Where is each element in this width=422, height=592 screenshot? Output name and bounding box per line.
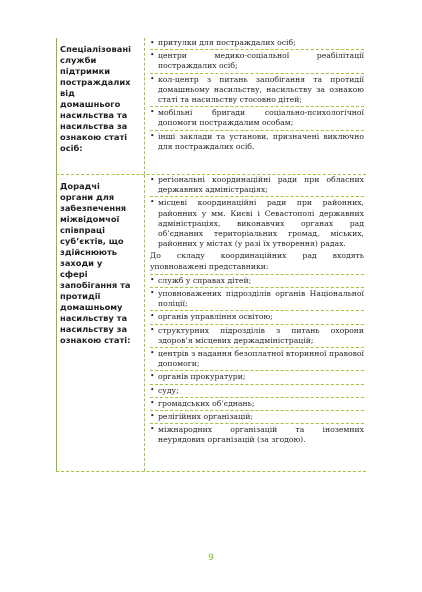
list-item: • центри медико-соціальної реабілітації постраждалих осіб;: [150, 49, 364, 71]
sub-bullet-list: [150, 274, 364, 446]
list-item: • міжнародних організацій та іноземних неурядових організацій (за згодою).: [150, 423, 364, 445]
list-item: • служб у справах дітей;: [150, 274, 364, 286]
bullet-list: [150, 175, 364, 249]
list-item: • інші заклади та установи, призначені виключно для постраждалих осіб.: [150, 130, 364, 152]
row-content: [150, 38, 364, 152]
list-item: • регіональні координаційні ради при обласних державних адміністраціях;: [150, 175, 364, 195]
list-item: • структурних підрозділів з питань охорони здоров’я місцевих держадміністрацій;: [150, 324, 364, 346]
row-content: [150, 175, 364, 446]
list-item: • мобільні бригади соціально-психологічної допомоги постраждалим особам;: [150, 106, 364, 128]
bullet-list: [150, 38, 364, 152]
row-label: Спеціалізовані служби підтримки постраждалих від домашнього насильства та насильства за ознакою статі осіб:: [56, 38, 138, 174]
list-item: • органів управління освітою;: [150, 310, 364, 322]
list-item: • органів прокуратури;: [150, 370, 364, 382]
list-item: • місцеві координаційні ради при районних, районних у мм. Києві і Севастополі державних адміністраціях, виконавчих органах рад об’єднаних територіальних громад, міських, районних у містах (у разі їх утворення) радах.: [150, 196, 364, 249]
paragraph-note: До складу координаційних рад входять уповноважені представники:: [150, 251, 364, 271]
list-item: • громадських об’єднань;: [150, 397, 364, 409]
table-row: [56, 174, 366, 472]
list-item: • суду;: [150, 384, 364, 396]
table-row: [56, 38, 366, 174]
page-number: 9: [208, 553, 214, 563]
list-item: • притулки для постраждалих осіб;: [150, 38, 364, 48]
column-divider: [144, 175, 145, 471]
list-item: • центрів з надання безоплатної вторинної правової допомоги;: [150, 347, 364, 369]
list-item: • кол-центр з питань запобігання та протидії домашньому насильству, насильству за ознакою статі та насильству стосовно дітей;: [150, 73, 364, 106]
content-table: [56, 38, 366, 472]
column-divider: [144, 38, 145, 174]
row-label: Дорадчі органи для забезпечення міжвідомчої співпраці суб’єктів, що здійснюють заходи у сфері запобігання та протидії домашньому насильству та насильству за ознакою статі:: [56, 175, 138, 471]
list-item: • релігійних організацій;: [150, 410, 364, 422]
list-item: • уповноважених підрозділів органів Національної поліції;: [150, 287, 364, 309]
